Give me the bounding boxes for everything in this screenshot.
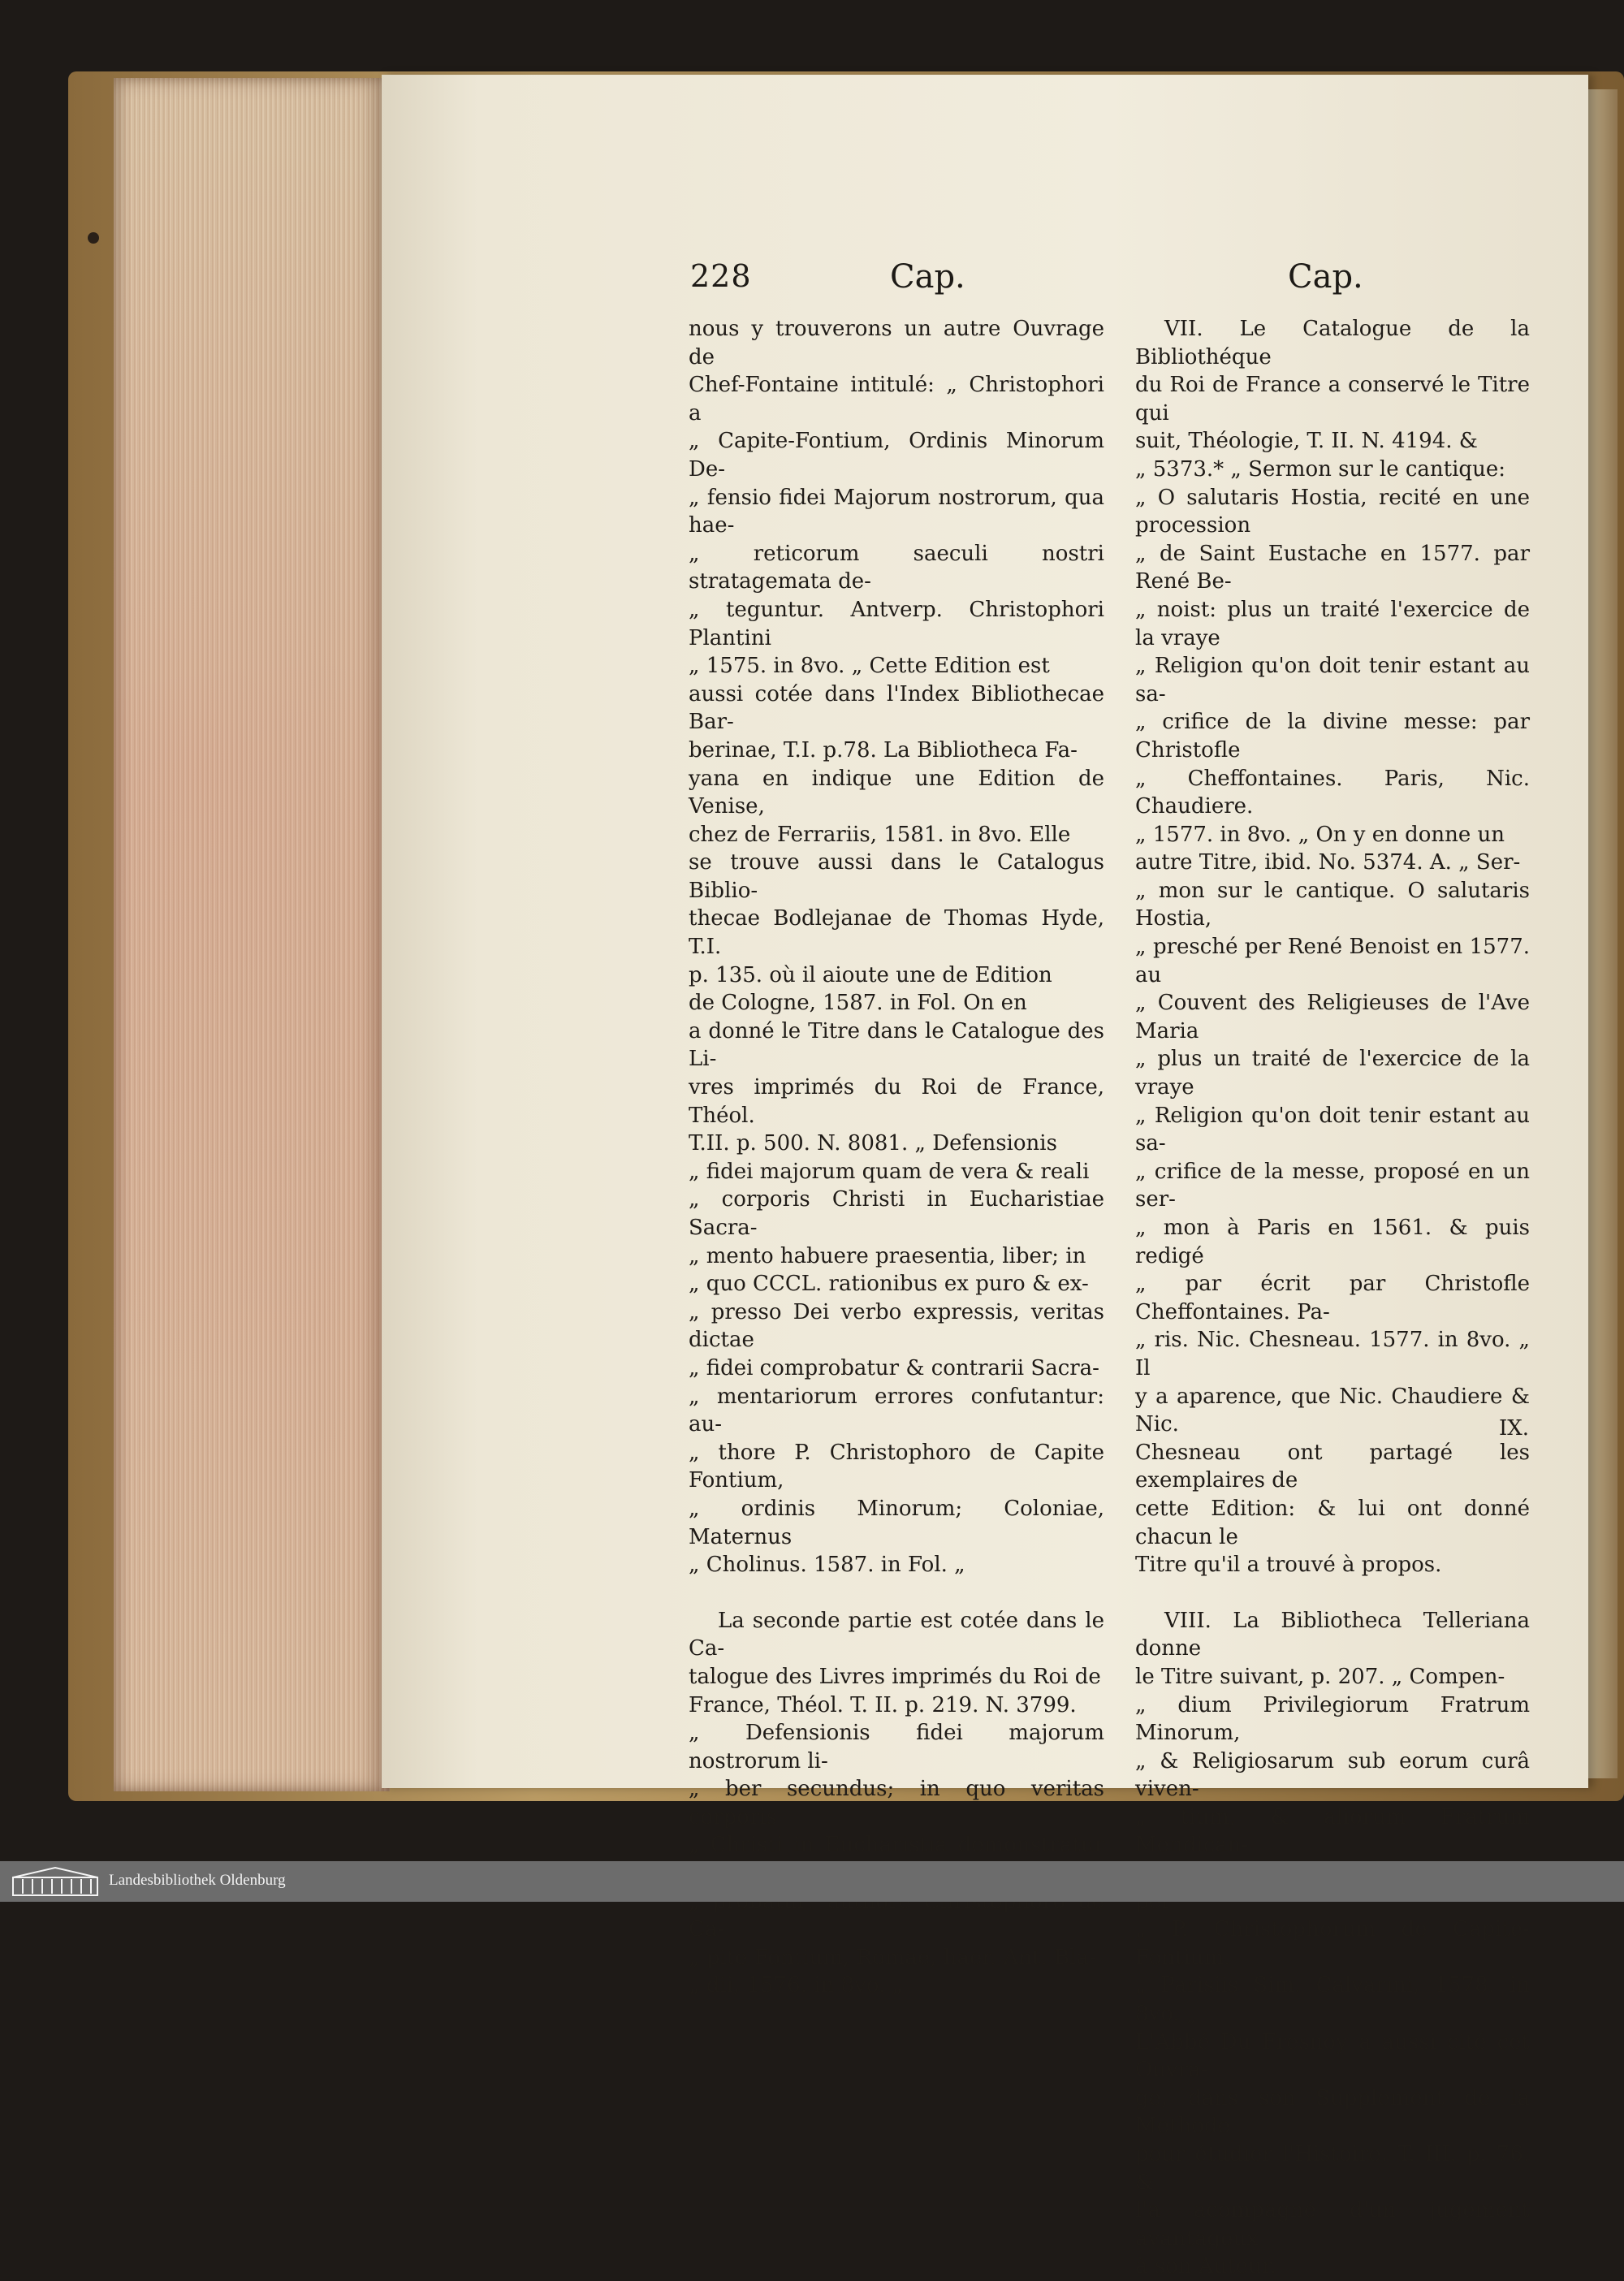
left-text-column bbox=[689, 315, 1104, 2000]
facing-page-edge bbox=[1588, 89, 1618, 1778]
footer-bar bbox=[0, 1861, 1624, 1902]
page-edges bbox=[114, 78, 390, 1791]
right-paragraph-viii: VIII. La Bibliotheca Telleriana donne le Titre suivant, p. 207. „ Compen- „ dium Privilegiorum Fratrum Minorum, „ & Religiosarum sub eorum curâ viven- „ tium, & aliorum Fratrum Mendican- „ P. Christophorum de Capite-Fontium. „ Parisiis Sim. Calvarini, 1578. in 8vo. „ L'Abbé Du Fresnoy a aussi cité cet Ouvra- ge, dans son Supplement de la Methode pour étudier l'Histoire, T. III. p. 76. & l'a acompagné d'un jugement avantageux à son Auteur. bbox=[1135, 1608, 1530, 2279]
running-head-right: Cap. bbox=[1288, 258, 1363, 296]
right-text-column bbox=[1135, 315, 1530, 2281]
running-header bbox=[690, 258, 1527, 304]
catchword: IX. bbox=[1499, 1416, 1530, 1441]
left-paragraph-1: nous y trouverons un autre Ouvrage de Chef-Fontaine intitulé: „ Christophori a „ Capite-Fontium, Ordinis Minorum De- „ fensio fidei Majorum nostrorum, qua hae- „ reticorum saeculi nostri stratagemata de- „ teguntur. Antverp. Christophori Plantini „ 1575. in 8vo. „ Cette Edition est aussi cotée dans l'Index Bibliothecae Bar- berinae, T.I. p.78. La Bibliotheca Fa- yana en indique une Edition de Venise, chez de Ferrariis, 1581. in 8vo. Elle se trouve aussi dans le Catalogus Biblio- thecae Bodlejanae de Thomas Hyde, T.I. p. 135. où il aioute une de Edition de Cologne, 1587. in Fol. On en a donné le Titre dans le Catalogue des Li- vres imprimés du Roi de France, Théol. T.II. p. 500. N. 8081. „ Defensionis „ fidei majorum quam de vera & reali „ corporis Christi in Eucharistiae Sacra- „ mento habuere praesentia, liber; in „ quo CCCL. rationibus ex puro & ex- „ presso Dei verbo expressis, veritas dictae „ fidei comprobatur & contrarii Sacra- „ mentariorum errores confutantur: au- „ thore P. Christophoro de Capite Fontium, „ ordinis Minorum; Coloniae, Maternus „ Cholinus. 1587. in Fol. „ bbox=[689, 317, 1104, 1578]
left-paragraph-2: La seconde partie est cotée dans le Ca- talogue des Livres imprimés du Roi de France, Théol. T. II. p. 219. N. 3799. „ Defensionis fidei majorum nostrorum li- „ ber secundus; in quo veritas corporis „ Christi in Eucharistia demonstratur Ca- „ pite Fontium, Romae, haer. Ant. Bla- „ dii, 1576. in 8vo. „ bbox=[689, 1608, 1104, 1998]
library-building-icon bbox=[11, 1866, 99, 1897]
binding-hole bbox=[88, 232, 99, 244]
library-name: Landesbibliothek Oldenburg bbox=[109, 1872, 286, 1889]
running-head-left: Cap. bbox=[890, 258, 965, 296]
page-number: 228 bbox=[690, 258, 752, 294]
right-paragraph-vii: VII. Le Catalogue de la Bibliothéque du Roi de France a conservé le Titre qui suit, Théologie, T. II. N. 4194. & „ 5373.* „ Sermon sur le cantique: „ O salutaris Hostia, recité en une procession „ de Saint Eustache en 1577. par René Be- „ noist: plus un traité l'exercice de la vraye „ Religion qu'on doit tenir estant au sa- „ crifice de la divine messe: par Christofle „ Cheffontaines. Paris, Nic. Chaudiere. „ 1577. in 8vo. „ On y en donne un autre Titre, ibid. No. 5374. A. „ Ser- „ mon sur le cantique. O salutaris Hostia, „ presché per René Benoist en 1577. au „ Couvent des Religieuses de l'Ave Maria „ plus un traité de l'exercice de la vraye „ Religion qu'on doit tenir estant au sa- „ crifice de la messe, proposé en un ser- „ mon à Paris en 1561. & puis redigé „ par écrit par Christofle Cheffontaines. Pa- „ ris. Nic. Chesneau. 1577. in 8vo. „ Il y a aparence, que Nic. Chaudiere & Nic. Chesneau ont partagé les exemplaires de cette Edition: & lui ont donné chacun le Titre qu'il a trouvé à propos. bbox=[1135, 317, 1530, 1578]
